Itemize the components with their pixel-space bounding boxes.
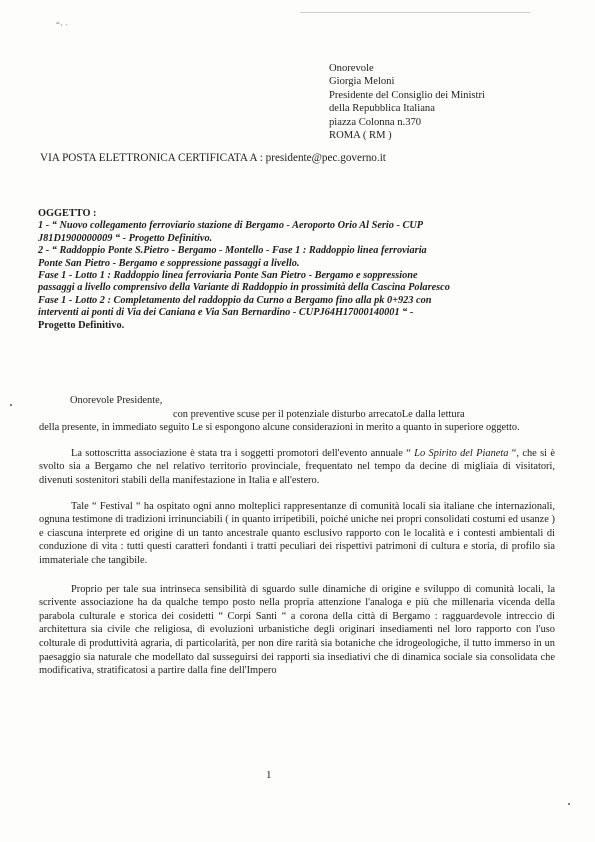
corner-scan-mark: “· · xyxy=(56,20,69,30)
pec-delivery-line: VIA POSTA ELETTRONICA CERTIFICATA A : presidente@pec.governo.it xyxy=(40,152,386,164)
recipient-line: Presidente del Consiglio dei Ministri xyxy=(329,89,485,101)
subject-item-2-line: Fase 1 - Lotto 1 : Raddoppio linea ferroviaria Ponte San Pietro - Bergamo e soppressione xyxy=(38,270,418,282)
subject-block xyxy=(38,208,558,332)
letter-body xyxy=(39,394,555,678)
event-title: Lo Spirito del Pianeta xyxy=(414,447,509,459)
scan-speck xyxy=(568,803,570,805)
recipient-line: della Repubblica Italiana xyxy=(329,103,435,115)
body-paragraph: Tale “ Festival “ ha ospitato ogni anno molteplici rappresentanze di comunità locali sia italiane che internazionali, ognuna testimone di tradizioni irrinunciabili ( in quanto irripetibili, poiché uniche nei propri consolidati costumi ed usanze ) e ciascuna interprete ed origine di un tanto ancestrale quanto esclusivo rapporto con le località e i contesti ambientali di conduzione di vita : tutti questi caratteri fondanti i tratti peculiari dei rispettivi patrimoni di cultura e storia, di profilo sia immateriale che tangibile. xyxy=(39,500,555,566)
subject-item-2-line: Ponte San Pietro - Bergamo e soppressione passaggi a livello. xyxy=(38,257,300,269)
subject-item-2-line: passaggi a livello comprensivo della Variante di Raddoppio in prossimità della Cascina Polaresco xyxy=(38,282,450,294)
subject-item-1-line: 1 - “ Nuovo collegamento ferroviario stazione di Bergamo - Aeroporto Orio Al Serio - CUP xyxy=(38,220,424,232)
body-paragraph: Proprio per tale sua intrinseca sensibilità di sguardo sulle dinamiche di origine e sviluppo di comunità locali, la scrivente associazione ha da qualche tempo posto nella propria attenzione l'analoga e più che millenaria vicenda della parabola culturale e storica dei cosidetti “ Corpi Santi “ a corona della città di Bergamo : ragguardevole intreccio di architettura sia civile che religiosa, di evoluzioni urbanistiche degli originari insediamenti nel loro rapporto con l'uso colturale di produttività agraria, di particolarità, per non dire rarità sia botaniche che idrogeologiche, il tutto immerso in un paesaggio sia naturale che modellato dal susseguirsi dei rapporti sia insediativi che di dinamica sociale sia consolidata che modificativa, stratificatosi a partire dalla fine dell'Impero xyxy=(39,583,555,677)
recipient-line: ROMA ( RM ) xyxy=(329,130,392,142)
subject-heading: OGGETTO : xyxy=(38,208,97,219)
scan-edge-line xyxy=(300,12,530,13)
subject-item-1-line: J81D1900000009 “ - Progetto Definitivo. xyxy=(38,232,213,244)
page-number: 1 xyxy=(266,769,272,781)
subject-item-2-line: Fase 1 - Lotto 2 : Completamento del raddoppio da Curno a Bergamo fino alla pk 0+923 con xyxy=(38,294,432,306)
recipient-line: piazza Colonna n.370 xyxy=(329,116,422,128)
recipient-line: Onorevole xyxy=(329,63,374,74)
subject-item-2-line: interventi ai ponti di Via dei Caniana e Via San Bernardino - CUPJ64H17000140001 “ - xyxy=(38,307,414,319)
body-paragraph xyxy=(39,408,555,435)
salutation: Onorevole Presidente, xyxy=(70,395,163,406)
recipient-address-block xyxy=(329,62,485,142)
body-paragraph xyxy=(39,447,555,488)
paragraph-text: La sottoscritta associazione è stata tra i soggetti promotori dell'evento annuale “ xyxy=(71,447,415,459)
subject-item-2-line: Progetto Definitivo. xyxy=(38,319,125,331)
recipient-line: Giorgia Meloni xyxy=(329,76,395,88)
paragraph-first-line: con preventive scuse per il potenziale disturbo arrecatoLe dalla lettura xyxy=(173,408,465,420)
scan-speck xyxy=(10,404,12,406)
paragraph-text: della presente, in immediato seguito Le si espongono alcune considerazioni in merito a quanto in superiore oggetto. xyxy=(39,422,520,434)
paragraph-text: “, che si è svolto sia a Bergamo che nel relativo territorio provinciale, frequentato nel tempo da decine di migliaia di visitatori, divenuti sostenitori stabili della manifestazione in Italia e all'estero. xyxy=(39,447,555,486)
subject-item-2-line: 2 - “ Raddoppio Ponte S.Pietro - Bergamo - Montello - Fase 1 : Raddoppio linea ferroviaria xyxy=(38,245,427,257)
